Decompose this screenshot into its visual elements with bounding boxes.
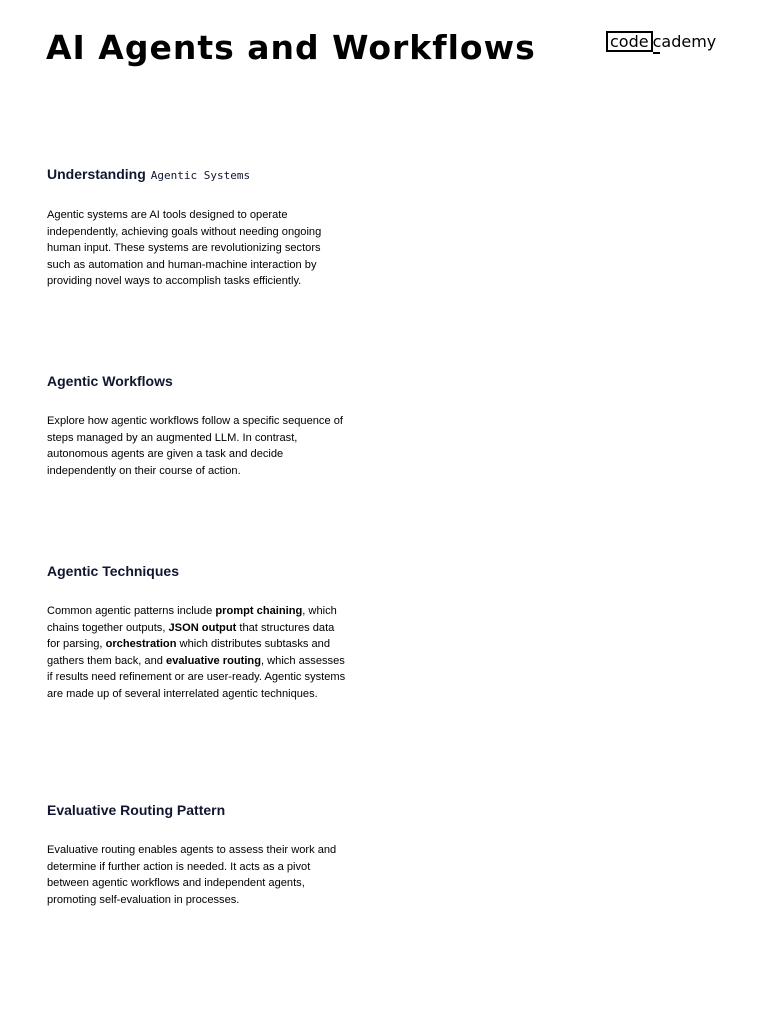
- body-text: , which assesses if results need refinement or are user-ready. Agentic systems are made up of several interrelated agentic techniques.: [47, 654, 346, 700]
- logo-cademy-text: [653, 33, 717, 50]
- bold-term: prompt chaining: [215, 605, 303, 617]
- section-body: [47, 842, 347, 908]
- logo-cademy-label: cademy: [652, 31, 717, 51]
- section-evaluative-routing-pattern: [47, 801, 347, 906]
- section-body: [47, 603, 347, 703]
- section-heading-code: Agentic Systems: [150, 169, 251, 182]
- body-text: Common agentic patterns include: [47, 605, 216, 617]
- codecademy-logo: [606, 30, 716, 52]
- section-heading: Agentic Workflows: [47, 373, 173, 389]
- logo-code-box: code: [606, 31, 653, 52]
- section-agentic-workflows: [47, 372, 347, 477]
- section-heading: Agentic Techniques: [47, 563, 179, 579]
- bold-term: JSON output: [168, 621, 237, 634]
- section-understanding-agentic-systems: [47, 165, 347, 288]
- section-heading: Evaluative Routing Pattern: [47, 802, 226, 818]
- body-text: Explore how agentic workflows follow a specific sequence of steps managed by an augmented LLM. In contrast, autonomous agents are given a task and decide independently on their course of action.: [47, 415, 343, 477]
- section-body: [47, 207, 347, 290]
- body-text: that structures data for parsing,: [47, 621, 335, 651]
- bold-term: evaluative routing: [166, 654, 261, 667]
- body-text: Evaluative routing enables agents to assess their work and determine if further action is needed. It acts as a pivot between agentic workflows and independent agents, promoting self-evaluation in processes.: [47, 844, 337, 906]
- section-body: [47, 413, 347, 479]
- body-text: which distributes subtasks and gathers them back, and: [47, 638, 331, 667]
- bold-term: orchestration: [105, 638, 177, 651]
- logo-cursor-icon: [653, 52, 660, 54]
- body-text: Agentic systems are AI tools designed to operate independently, achieving goals without needing ongoing human input. These systems are revolutionizing sectors such as automation and human-machine interaction by providing novel ways to accomplish tasks efficiently.: [47, 209, 322, 288]
- section-heading-text: Understanding: [47, 166, 146, 182]
- section-heading: [47, 165, 347, 185]
- section-agentic-techniques: [47, 562, 347, 700]
- body-text: , which chains together outputs,: [47, 605, 337, 634]
- page-title: AI Agents and Workflows: [46, 28, 536, 67]
